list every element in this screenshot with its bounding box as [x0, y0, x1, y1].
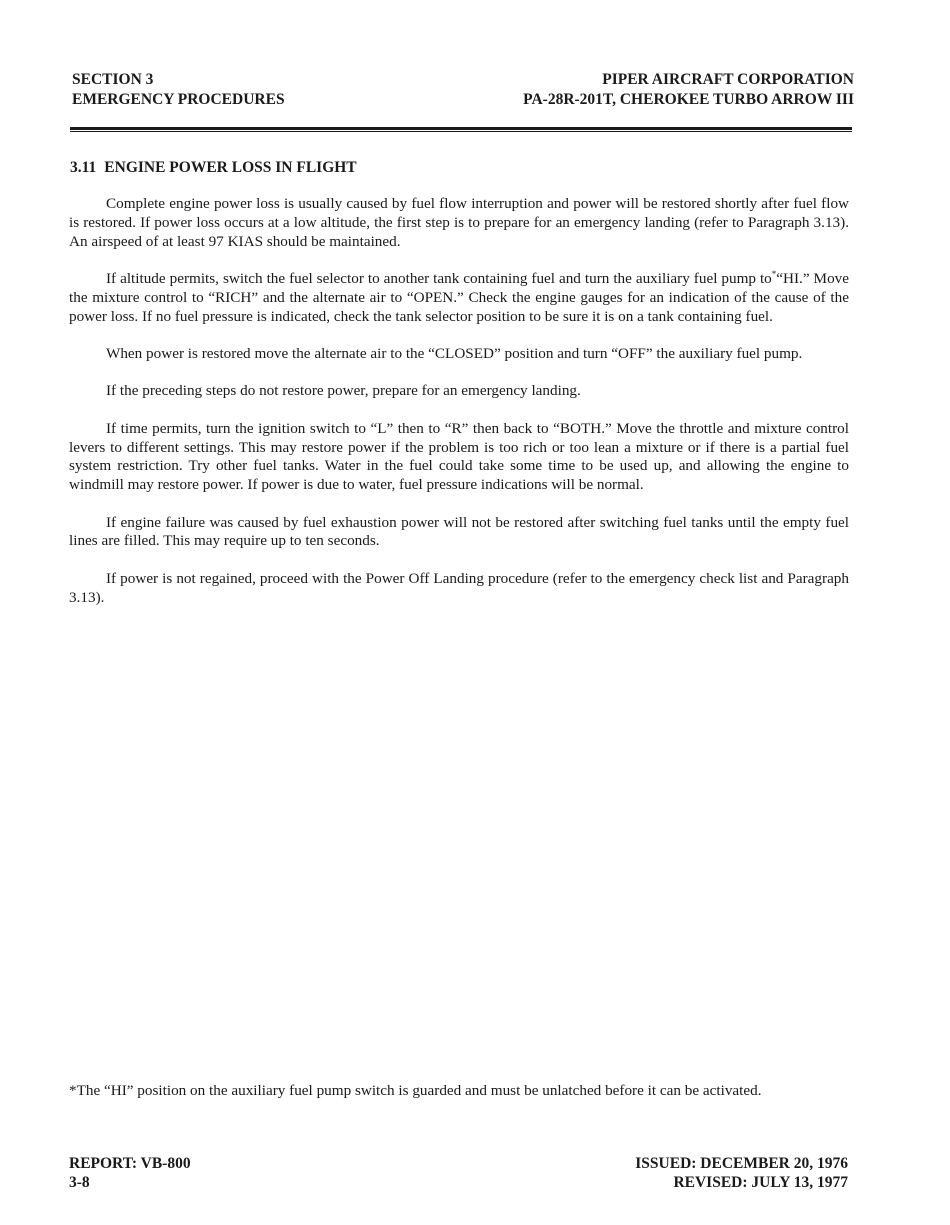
paragraph-1: Complete engine power loss is usually caused by fuel flow interruption and power will be restored shortly after fuel flow is restored. If power loss occurs at a low altitude, the first step is to prepare for an emergency landing (refer to Paragraph 3.13). An airspeed of at least 97 KIAS should be maintained.: [69, 195, 849, 250]
header-right: [523, 70, 854, 110]
paragraph-3: When power is restored move the alternate air to the “CLOSED” position and turn “OFF” the auxiliary fuel pump.: [106, 344, 803, 362]
paragraph-number: 3.11: [70, 159, 97, 176]
header-left: [72, 70, 285, 110]
page-number: 3-8: [69, 1174, 90, 1191]
paragraph-title: ENGINE POWER LOSS IN FLIGHT: [104, 159, 357, 176]
paragraph-6: If engine failure was caused by fuel exhaustion power will not be restored after switching fuel tanks until the empty fuel lines are filled. This may require up to ten seconds.: [69, 513, 849, 550]
footnote: *The “HI” position on the auxiliary fuel pump switch is guarded and must be unlatched before it can be activated.: [69, 1082, 762, 1099]
header-rule: [70, 127, 852, 130]
paragraph-2-part-b: “HI.” Move the mixture control to “RICH” and the alternate air to “OPEN.” Check the engine gauges for an indication of the cause of the power loss. If no fuel pressure is indicated, check the tank selector position to be sure it is on a tank containing fuel.: [69, 269, 849, 325]
footer-right: [635, 1154, 848, 1192]
paragraph-2-part-a: If altitude permits, switch the fuel selector to another tank containing fuel and turn the auxiliary fuel pump to: [106, 269, 772, 287]
paragraph-2: [69, 270, 849, 326]
paragraph-4: If the preceding steps do not restore power, prepare for an emergency landing.: [106, 382, 581, 400]
paragraph-heading: [70, 159, 357, 177]
header-rule-thin: [70, 131, 852, 132]
revised-date: REVISED: JULY 13, 1977: [673, 1174, 848, 1191]
report-number: REPORT: VB-800: [69, 1155, 191, 1172]
issued-date: ISSUED: DECEMBER 20, 1976: [635, 1155, 848, 1172]
footnote-marker: *: [771, 268, 777, 279]
footer-left: [69, 1154, 191, 1192]
company-name: PIPER AIRCRAFT CORPORATION: [602, 71, 854, 88]
paragraph-5: If time permits, turn the ignition switch to “L” then to “R” then back to “BOTH.” Move the throttle and mixture control levers to different settings. This may restore power if the problem is too rich or too lean a mixture or if there is a partial fuel system restriction. Try other fuel tanks. Water in the fuel could take some time to be used up, and allowing the engine to windmill may restore power. If power is due to water, fuel pressure indications will be normal.: [69, 419, 849, 494]
body-text: [69, 195, 849, 626]
paragraph-7: If power is not regained, proceed with the Power Off Landing procedure (refer to the emergency check list and Paragraph 3.13).: [69, 569, 849, 606]
section-number: SECTION 3: [72, 71, 154, 88]
aircraft-model: PA-28R-201T, CHEROKEE TURBO ARROW III: [523, 91, 854, 108]
section-title: EMERGENCY PROCEDURES: [72, 91, 285, 108]
